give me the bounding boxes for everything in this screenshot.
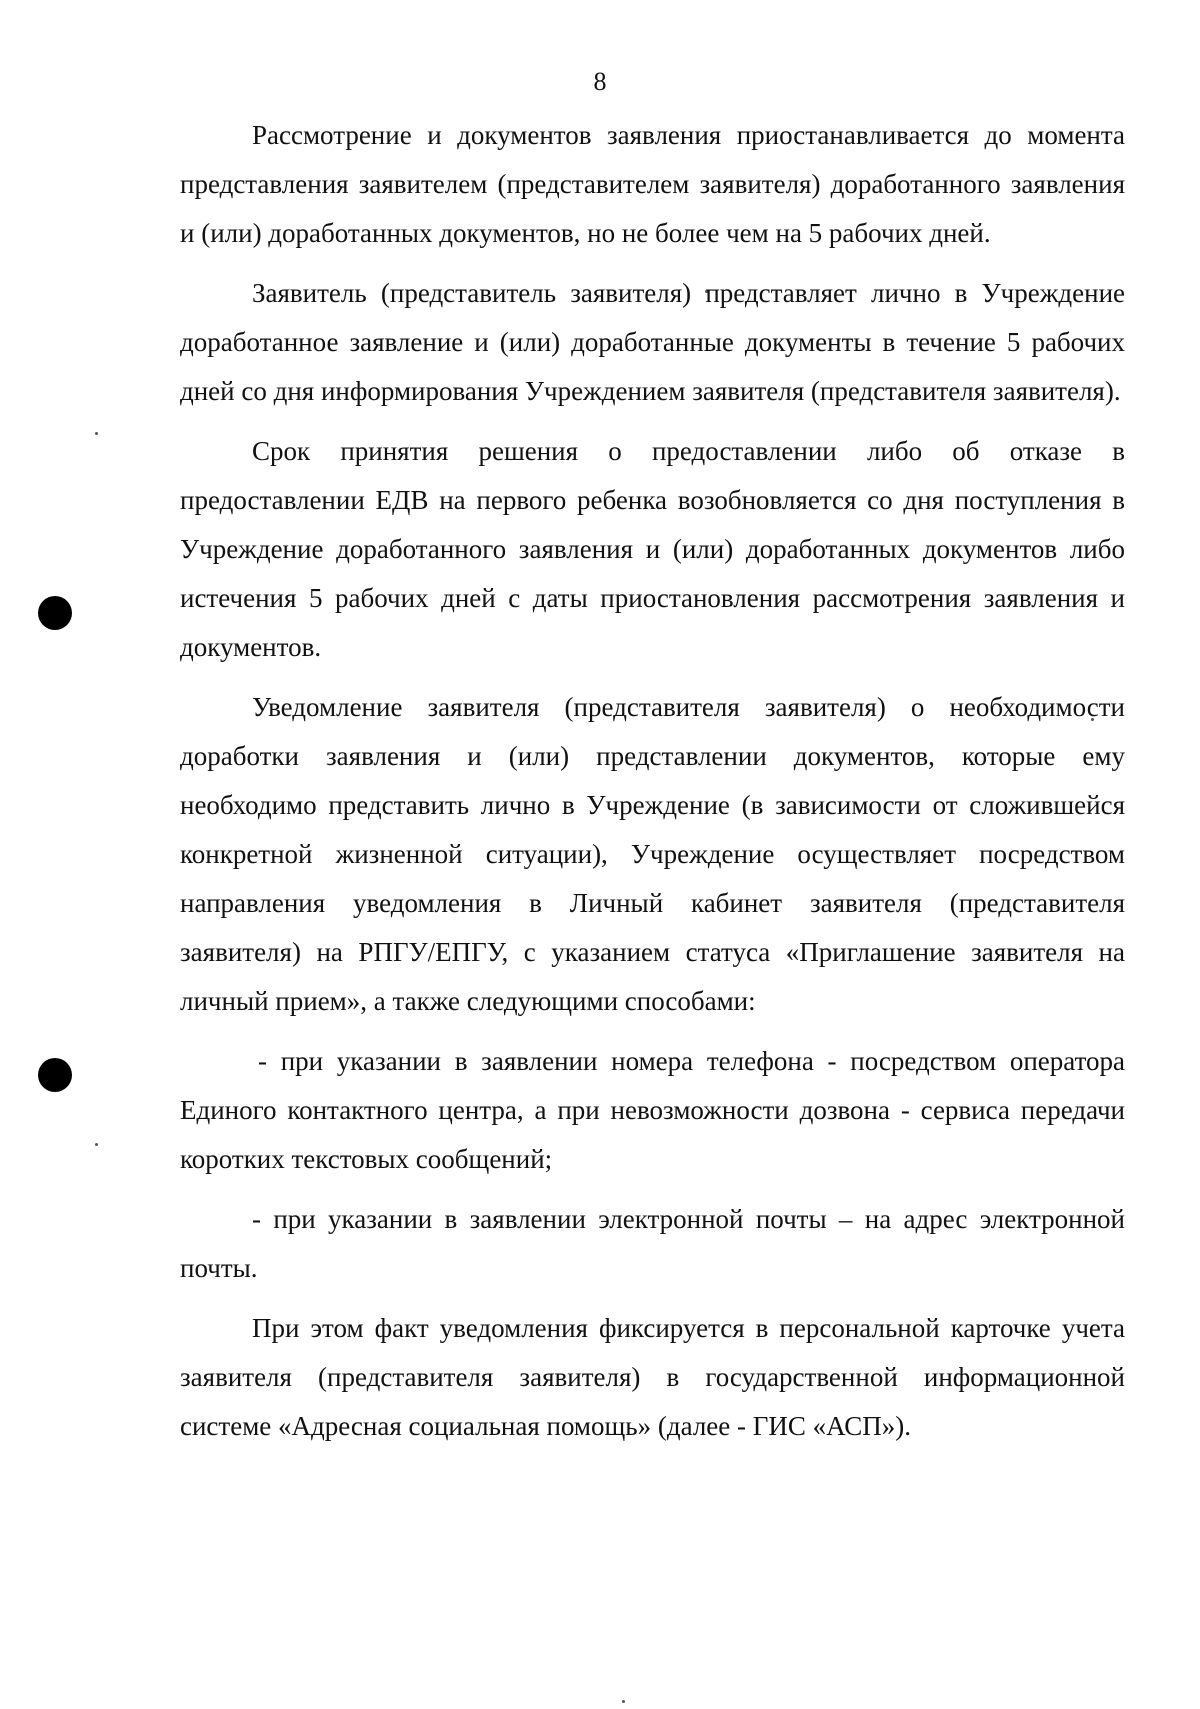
scan-speck: [95, 432, 98, 435]
paragraph-notification: Уведомление заявителя (представителя заявителя) о необходимости доработки заявления и (или) представлении документов, которые ему необходимо представить лично в Учреждение (в зависимости от сложившейся конкретной жизненной ситуации), Учреждение осуществляет посредством направления уведомления в Личный кабинет заявителя (представителя заявителя) на РПГУ/ЕПГУ, с указанием статуса «Приглашение заявителя на личный прием», а также следующими способами:: [180, 692, 1125, 1016]
list-item-email: - при указании в заявлении электронной почты – на адрес электронной почты.: [180, 1204, 1125, 1283]
scan-speck: [95, 1143, 98, 1146]
paragraph-suspension: Рассмотрение и документов заявления приостанавливается до момента представления заявителем (представителем заявителя) доработанного заявления и (или) доработанных документов, но не более чем на 5 рабочих дней.: [180, 120, 1125, 248]
page-number: 8: [593, 67, 607, 96]
list-item-phone: - при указании в заявлении номера телефона - посредством оператора Единого контактного центра, а при невозможности дозвона - сервиса передачи коротких текстовых сообщений;: [180, 1046, 1125, 1174]
paragraph-record-keeping: При этом факт уведомления фиксируется в персональной карточке учета заявителя (представителя заявителя) в государственной информационной системе «Адресная социальная помощь» (далее - ГИС «АСП»).: [180, 1313, 1125, 1441]
punch-hole-mark: [38, 596, 72, 630]
scan-speck: [622, 1700, 625, 1703]
paragraph-applicant-submission: Заявитель (представитель заявителя) представляет лично в Учреждение доработанное заявление и (или) доработанные документы в течение 5 рабочих дней со дня информирования Учреждением заявителя (представителя заявителя).: [180, 278, 1125, 406]
punch-hole-mark: [38, 1058, 72, 1092]
paragraph-decision-term: Срок принятия решения о предоставлении либо об отказе в предоставлении ЕДВ на первого ребенка возобновляется со дня поступления в Учреждение доработанного заявления и (или) доработанных документов либо истечения 5 рабочих дней с даты приостановления рассмотрения заявления и документов.: [180, 436, 1125, 662]
document-body: [180, 111, 1125, 1451]
